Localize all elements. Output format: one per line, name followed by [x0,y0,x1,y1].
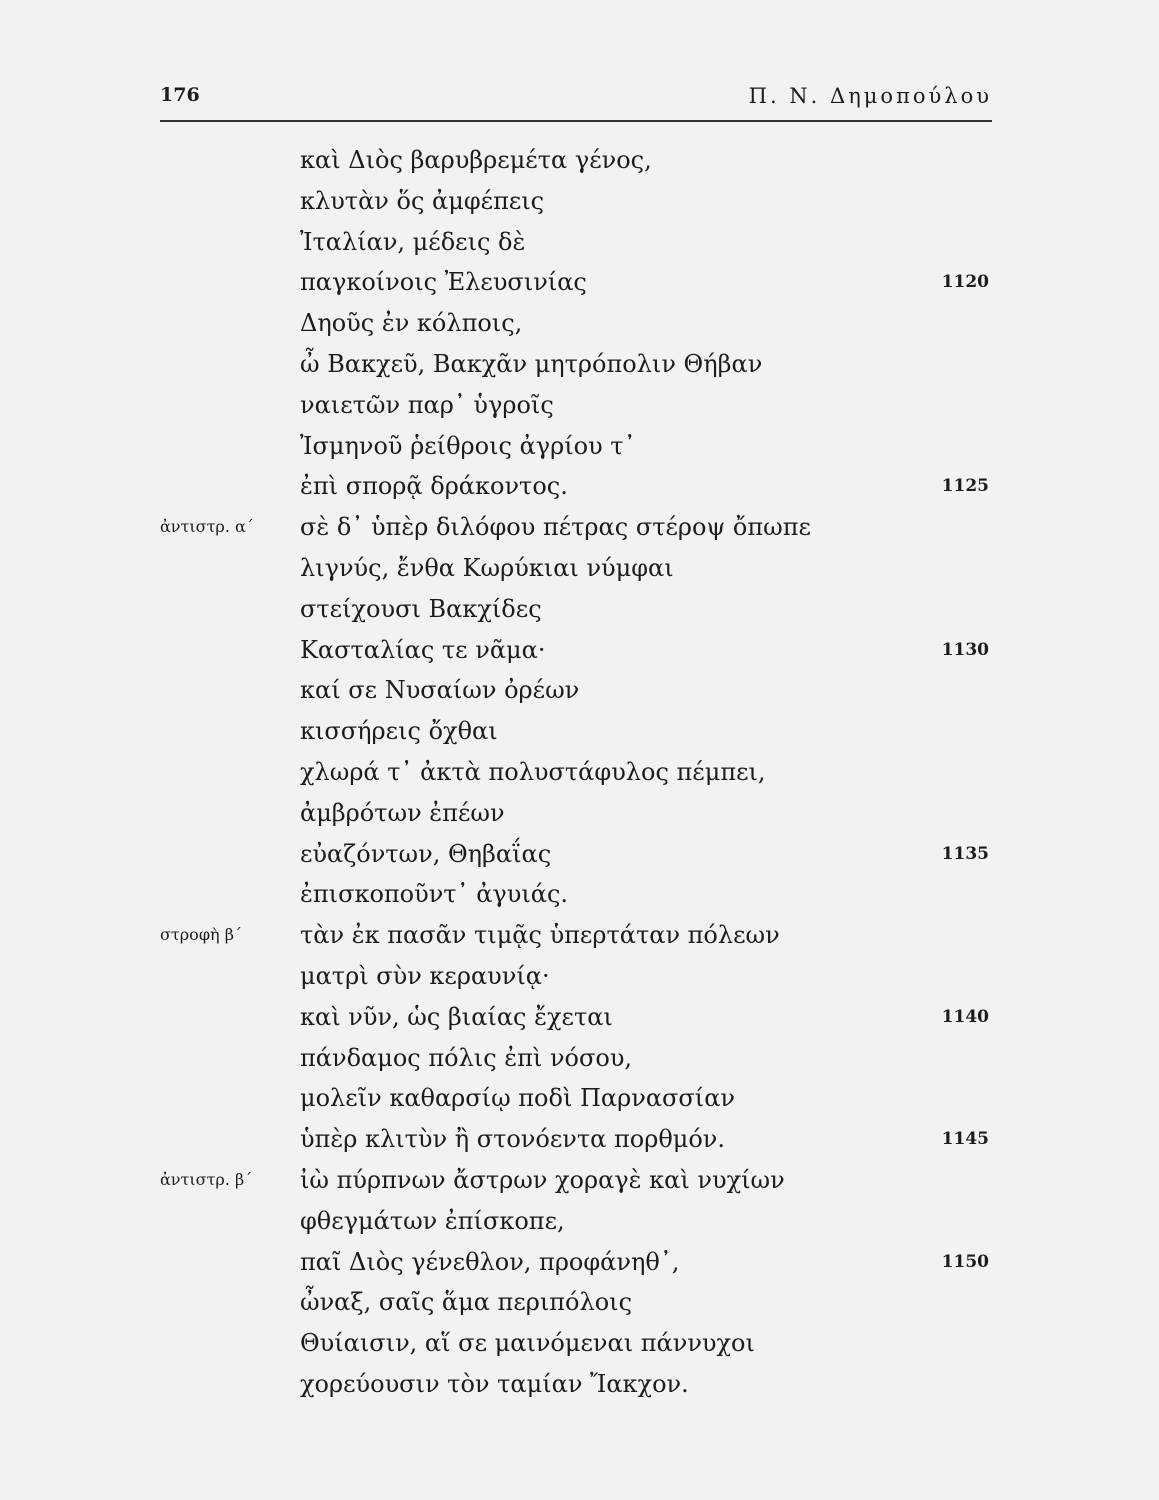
verse-text: καί σε Νυσαίων ὀρέων [300,676,580,705]
verse-text: Δηοῦς ἐν κόλποις, [300,309,523,338]
verse-line [0,1078,1159,1118]
verse-line [0,262,1159,302]
verse-text: χλωρά τ᾽ ἀκτὰ πολυστάφυλος πέμπει, [300,758,766,786]
line-number: 1145 [941,1129,989,1150]
line-number: 1120 [941,272,989,293]
verse-text: εὐαζόντων, Θηβαΐας [300,839,552,868]
section-label: στροφὴ β΄ [160,925,242,945]
verse-line [0,752,1159,792]
verse-line [0,711,1159,751]
verse-line [0,589,1159,629]
verse-text: ἰὼ πύρπνων ἄστρων χοραγὲ καὶ νυχίων [300,1166,785,1194]
verse-line [0,1282,1159,1322]
verse-line [0,303,1159,343]
verse-line [0,1201,1159,1241]
verse-line [0,1364,1159,1404]
verse-line [0,874,1159,914]
verse-line [0,385,1159,425]
verse-text: ὑπὲρ κλιτὺν ἢ στονόεντα πορθμόν. [300,1125,726,1154]
verse-line [0,834,1159,874]
line-number: 1150 [941,1251,989,1272]
verse-line [0,670,1159,710]
verse-text: καὶ νῦν, ὡς βιαίας ἔχεται [300,1002,613,1031]
verse-line [0,344,1159,384]
verse-text: κλυτὰν ὅς ἀμφέπεις [300,186,545,215]
verse-line [0,793,1159,833]
verse-line [0,466,1159,506]
verse-text: ὦ Βακχεῦ, Βακχᾶν μητρόπολιν Θήβαν [300,350,763,378]
verse-line [0,140,1159,180]
verse-line [0,548,1159,588]
verse-text: παγκοίνοις Ἐλευσινίας [300,268,587,297]
line-number: 1140 [941,1006,989,1027]
line-number: 1130 [941,639,989,660]
running-head: Π. Ν. Δημοπούλου [748,84,992,108]
verse-line [0,1242,1159,1282]
verse-text: Κασταλίας τε νᾶμα· [300,635,546,664]
verse-text: Θυίαισιν, αἵ σε μαινόμεναι πάννυχοι [300,1329,755,1358]
verse-line [0,915,1159,955]
verse-text: κισσήρεις ὄχθαι [300,717,498,746]
verse-text: καὶ Διὸς βαρυβρεμέτα γένος, [300,146,652,174]
verse-line [0,956,1159,996]
verse-text: Ἰσμηνοῦ ῥείθροις ἀγρίου τ᾽ [300,431,636,460]
verse-text: ἐπὶ σπορᾷ δράκοντος. [300,472,568,501]
verse-text: ἐπισκοποῦντ᾽ ἀγυιάς. [300,880,569,909]
verse-line [0,222,1159,262]
verse-text: χορεύουσιν τὸν ταμίαν Ἴακχον. [300,1370,689,1398]
verse-line [0,507,1159,547]
section-label: ἀντιστρ. β΄ [160,1170,253,1189]
verse-line [0,1119,1159,1159]
section-label: ἀντιστρ. α΄ [160,517,254,537]
verse-text: μολεῖν καθαρσίῳ ποδὶ Παρνασσίαν [300,1084,736,1113]
verse-line [0,1038,1159,1078]
verse-line [0,630,1159,670]
line-number: 1135 [941,843,989,864]
verse-line [0,426,1159,466]
verse-text: στείχουσι Βακχίδες [300,594,542,623]
verse-text: λιγνύς, ἔνθα Κωρύκιαι νύμφαι [300,554,674,582]
verse-line [0,1160,1159,1200]
verse-line [0,997,1159,1037]
line-number: 1125 [941,476,989,497]
verse-text: τὰν ἐκ πασᾶν τιμᾷς ὑπερτάταν πόλεων [300,921,780,950]
verse-line [0,1323,1159,1363]
verse-text: φθεγμάτων ἐπίσκοπε, [300,1206,565,1235]
verse-line [0,181,1159,221]
verse-text: σὲ δ᾽ ὑπὲρ διλόφου πέτρας στέροψ ὄπωπε [300,513,811,542]
verse-text: παῖ Διὸς γένεθλον, προφάνηθ᾽, [300,1247,680,1276]
page-number: 176 [160,84,200,106]
verse-text: ματρὶ σὺν κεραυνίᾳ· [300,962,550,990]
verse-text: ναιετῶν παρ᾽ ὑγροῖς [300,390,554,419]
verse-text: πάνδαμος πόλις ἐπὶ νόσου, [300,1043,633,1072]
verse-text: Ἰταλίαν, μέδεις δὲ [300,227,526,256]
verse-text: ὦναξ, σαῖς ἅμα περιπόλοις [300,1288,633,1317]
verse-text: ἀμβρότων ἐπέων [300,798,505,827]
